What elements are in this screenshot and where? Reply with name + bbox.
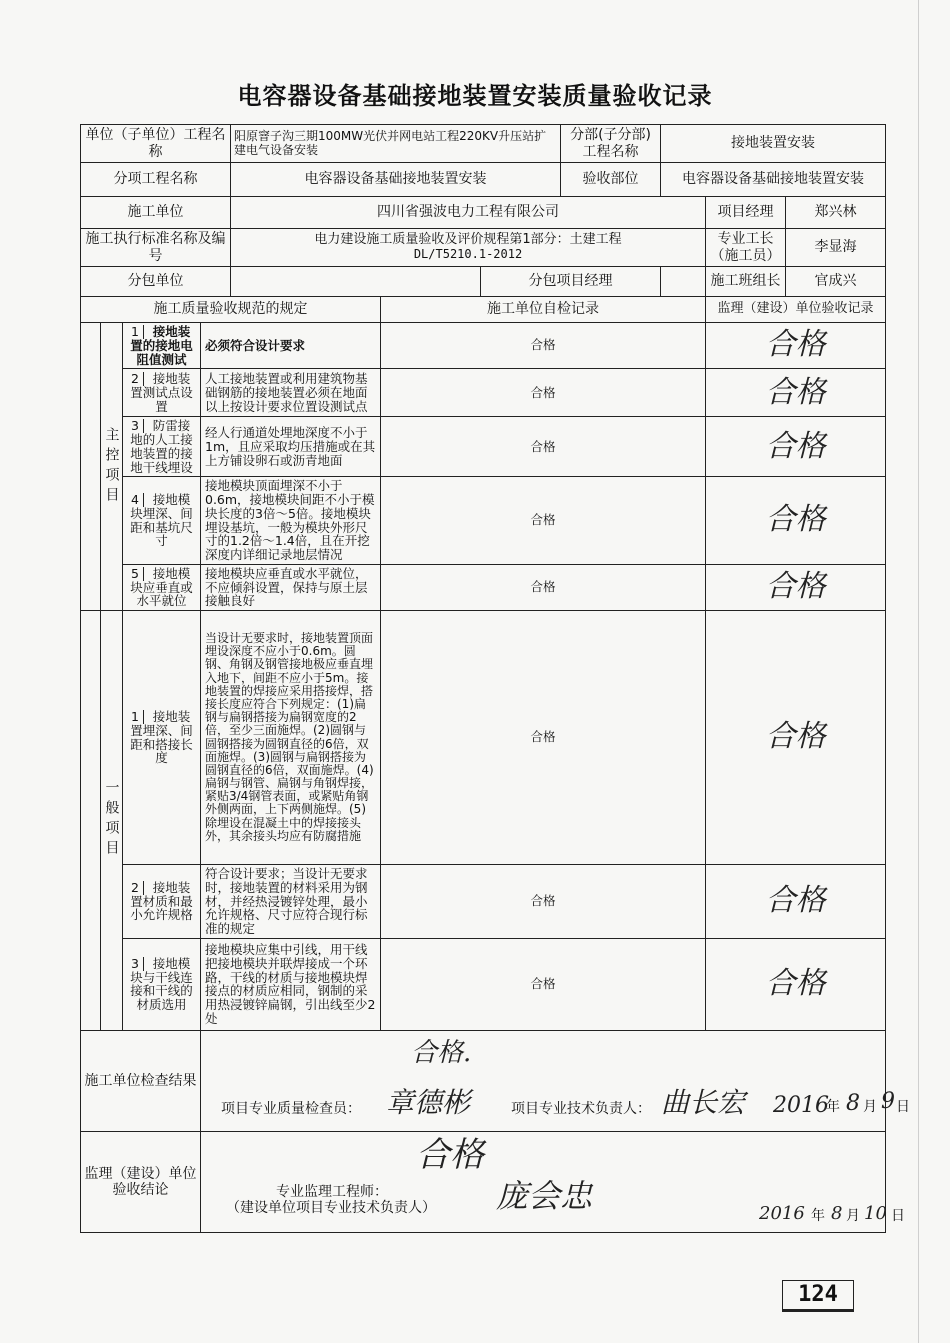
- supervisor-result: 合格: [706, 611, 886, 865]
- inspector-signature: 章德彬: [386, 1085, 471, 1119]
- item-standard: 人工接地装置或利用建筑物基础钢筋的接地装置必须在地面以上按设计要求位置设测试点: [201, 369, 381, 417]
- item-number: 3: [127, 419, 144, 433]
- self-check-result: 合格: [381, 369, 706, 417]
- standard-label: 施工执行标准名称及编号: [81, 229, 231, 267]
- team-leader-label: 施工班组长: [706, 267, 786, 297]
- contractor-date-month-char: 月: [863, 1098, 877, 1115]
- item-number: 2: [127, 372, 144, 386]
- contractor-label: 施工单位: [81, 197, 231, 229]
- item-number: 1: [127, 710, 144, 724]
- sub-item-value: 电容器设备基础接地装置安装: [231, 163, 561, 197]
- engineer-label-2: （建设单位项目专业技术负责人）: [226, 1199, 436, 1216]
- spacer: [81, 611, 101, 1031]
- item-standard: 接地模块应集中引线，用干线把接地模块并联焊接成一个环路，干线的材质与接地模块焊接点的材质应相同，钢制的采用热浸镀锌扁钢，引出线至少2处: [201, 938, 381, 1030]
- division-value: 接地装置安装: [661, 125, 886, 163]
- self-check-result: 合格: [381, 938, 706, 1030]
- col-spec-header: 施工质量验收规范的规定: [81, 297, 381, 323]
- spacer: [81, 323, 101, 611]
- standard-value: [231, 229, 706, 267]
- pm-label: 项目经理: [706, 197, 786, 229]
- general-label: 一般项目: [101, 611, 123, 1031]
- item-name: 1 接地装置的接地电阻值测试: [123, 323, 201, 369]
- supervisor-result-box: [201, 1131, 905, 1232]
- supervisor-result: 合格: [706, 938, 886, 1030]
- contractor-value: 四川省强波电力工程有限公司: [231, 197, 706, 229]
- page-title: 电容器设备基础接地装置安装质量验收记录: [237, 82, 713, 110]
- item-standard: 必须符合设计要求: [201, 323, 381, 369]
- supervisor-result: 合格: [706, 564, 886, 610]
- supervisor-result: 合格: [706, 865, 886, 939]
- self-check-result: 合格: [381, 611, 706, 865]
- contractor-date-month: 8: [846, 1090, 860, 1116]
- supervisor-date-day-char: 日: [891, 1207, 905, 1224]
- subcontract-pm-label: 分包项目经理: [481, 267, 661, 297]
- contractor-handwritten: 合格.: [411, 1037, 472, 1068]
- engineer-label: 专业监理工程师：: [276, 1183, 388, 1200]
- self-check-result: 合格: [381, 477, 706, 565]
- item-standard: 经人行通道处埋地深度不小于1m，且应采取均压措施或在其上方铺设卵石或沥青地面: [201, 417, 381, 477]
- foreman-value: 李显海: [786, 229, 886, 267]
- self-check-result: 合格: [381, 323, 706, 369]
- inspector-label: 项目专业质量检查员：: [221, 1100, 361, 1117]
- item-standard: 接地模块顶面埋深不小于0.6m，接地模块间距不小于模块长度的3倍～5倍。接地模块埋设基坑，一般为模块外形尺寸的1.2倍～1.4倍，且在开挖深度内详细记录地层情况: [201, 477, 381, 565]
- supervisor-result: 合格: [706, 417, 886, 477]
- item-standard: 当设计无要求时，接地装置顶面埋设深度不应小于0.6m。圆钢、角钢及钢管接地极应垂直埋入地下，间距不应小于5m。接地装置的焊接应采用搭接焊，搭接长度应符合下列规定：(1)扁钢与扁钢搭接为扁钢宽度的2倍，至少三面施焊。(2)圆钢与圆钢搭接为圆钢直径的6倍，双面施焊。(3)圆钢与扁钢搭接为圆钢直径的6倍，双面施焊。(4)扁钢与钢管、扁钢与角钢焊接，紧贴3/4钢管表面，或紧贴角钢外侧两面，上下两侧施焊。(5)除埋设在混凝土中的焊接接头外，其余接头均应有防腐措施: [201, 611, 381, 865]
- item-number: 1: [127, 325, 144, 339]
- sub-item-label: 分项工程名称: [81, 163, 231, 197]
- team-leader-value: 官成兴: [786, 267, 886, 297]
- table-row: [81, 417, 886, 477]
- accept-part-value: 电容器设备基础接地装置安装: [661, 163, 886, 197]
- supervisor-result-label: 监理（建设）单位验收结论: [81, 1131, 201, 1232]
- table-row: [81, 938, 886, 1030]
- item-standard: 接地模块应垂直或水平就位，不应倾斜设置，保持与原土层接触良好: [201, 564, 381, 610]
- standard-line-1: 电力建设施工质量验收及评价规程第1部分：土建工程: [314, 232, 622, 248]
- table-row: [81, 323, 886, 369]
- col-supervisor-header: 监理（建设）单位验收记录: [706, 297, 886, 323]
- item-name: 5 接地模块应垂直或水平就位: [123, 564, 201, 610]
- col-self-check-header: 施工单位自检记录: [381, 297, 706, 323]
- item-number: 5: [127, 567, 144, 581]
- engineer-signature: 庞会忠: [496, 1176, 593, 1215]
- accept-part-label: 验收部位: [561, 163, 661, 197]
- subcontract-pm-value: [661, 267, 706, 297]
- contractor-result-box: [201, 1030, 910, 1131]
- table-row: [81, 477, 886, 565]
- item-name: 2 接地装置材质和最小允许规格: [123, 865, 201, 939]
- foreman-label: 专业工长（施工员）: [706, 229, 786, 267]
- supervisor-result: 合格: [706, 369, 886, 417]
- supervisor-date-day: 10: [864, 1202, 887, 1224]
- unit-value: 阳原窨子沟三期100MW光伏并网电站工程220KV升压站扩建电气设备安装: [231, 125, 561, 163]
- contractor-date-year: 2016: [773, 1092, 829, 1118]
- item-name: 3 接地模块与干线连接和干线的材质选用: [123, 938, 201, 1030]
- page-number: 124: [782, 1280, 854, 1312]
- acceptance-form: [80, 124, 910, 1233]
- table-row: [81, 611, 886, 865]
- supervisor-handwritten: 合格: [416, 1134, 484, 1175]
- subcontract-value: [231, 267, 481, 297]
- contractor-date-day-char: 日: [896, 1098, 910, 1115]
- supervisor-result: 合格: [706, 323, 886, 369]
- scan-edge: [918, 0, 919, 1343]
- self-check-result: 合格: [381, 564, 706, 610]
- table-row: [81, 564, 886, 610]
- item-number: 2: [127, 881, 144, 895]
- table-row: [81, 865, 886, 939]
- standard-line-2: DL/T5210.1-2012: [413, 247, 523, 262]
- main-control-label: 主控项目: [101, 323, 123, 611]
- self-check-result: 合格: [381, 865, 706, 939]
- item-number: 3: [127, 957, 144, 971]
- self-check-result: 合格: [381, 417, 706, 477]
- supervisor-date-year: 2016: [759, 1202, 805, 1224]
- division-label: 分部(子分部)工程名称: [561, 125, 661, 163]
- contractor-date-year-char: 年: [826, 1098, 840, 1115]
- item-name: 3 防雷接地的人工接地装置的接地干线埋设: [123, 417, 201, 477]
- supervisor-date-year-char: 年: [811, 1207, 825, 1224]
- unit-label: 单位（子单位）工程名称: [81, 125, 231, 163]
- supervisor-date-month-char: 月: [846, 1207, 860, 1224]
- pm-value: 郑兴林: [786, 197, 886, 229]
- item-standard: 符合设计要求；当设计无要求时，接地装置的材料采用为钢材，并经热浸镀锌处理，最小允许规格、尺寸应符合现行标准的规定: [201, 865, 381, 939]
- supervisor-date-month: 8: [831, 1202, 843, 1224]
- item-name: 1 接地装置埋深、间距和搭接长度: [123, 611, 201, 865]
- supervisor-result: 合格: [706, 477, 886, 565]
- contractor-result-label: 施工单位检查结果: [81, 1030, 201, 1131]
- tech-lead-signature: 曲长宏: [661, 1085, 746, 1119]
- item-number: 4: [127, 493, 144, 507]
- item-name: 4 接地模块埋深、间距和基坑尺寸: [123, 477, 201, 565]
- item-name: 2 接地装置测试点设置: [123, 369, 201, 417]
- table-row: [81, 369, 886, 417]
- subcontract-label: 分包单位: [81, 267, 231, 297]
- contractor-date-day: 9: [881, 1088, 895, 1114]
- tech-lead-label: 项目专业技术负责人：: [511, 1100, 651, 1117]
